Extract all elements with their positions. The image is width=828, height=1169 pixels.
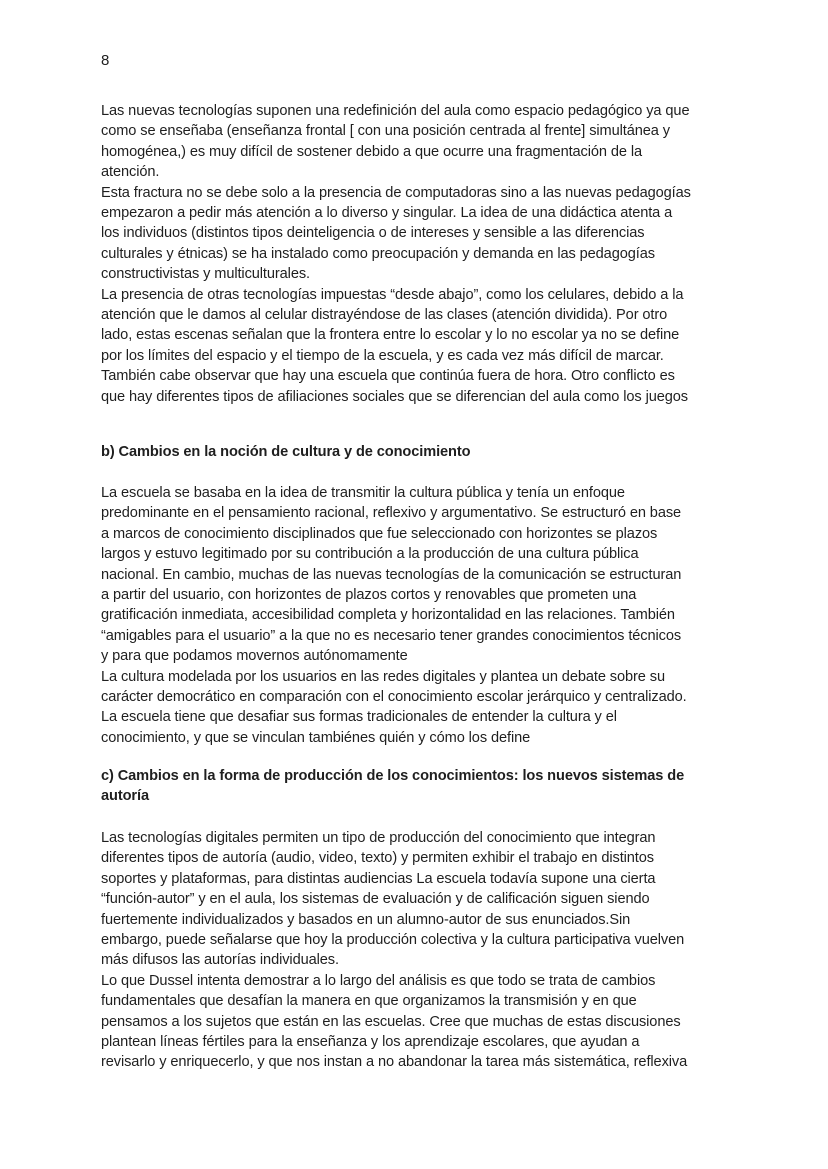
text-line: lado, estas escenas señalan que la frontera entre lo escolar y lo no escolar ya no se define [101,327,680,344]
section-b-heading [101,442,741,462]
heading-text: b) Cambios en la noción de cultura y de conocimiento [101,444,471,460]
text-line: largos y estuvo legitimado por su contribución a la producción de una cultura pública [101,546,639,563]
text-line: fuertemente individualizados y basados en un alumno-autor de sus enunciados.Sin [101,911,631,928]
heading-text: c) Cambios en la forma de producción de los conocimientos: los nuevos sistemas de [101,768,685,784]
heading-text: autoría [101,788,149,805]
text-line: homogénea,) es muy difícil de sostener debido a que ocurre una fragmentación de la [101,143,643,160]
text-line: soportes y plataformas, para distintas audiencias La escuela todavía supone una cierta [101,870,656,887]
text-line: empezaron a pedir más atención a lo diverso y singular. La idea de una didáctica atenta a [101,205,673,222]
text-line: y para que podamos movernos autónomamente [101,648,408,665]
text-line: como se enseñaba (enseñanza frontal [ con una posición centrada al frente] simultánea y [101,123,670,140]
section-c-paragraph [101,828,741,1073]
text-line: “amigables para el usuario” a la que no es necesario tener grandes conocimientos técnicos [101,627,682,644]
text-line: Las nuevas tecnologías suponen una redefinición del aula como espacio pedagógico ya que [101,103,690,119]
text-line: atención. [101,164,160,181]
text-line: diferentes tipos de autoría (audio, video, texto) y permiten exhibir el trabajo en distintos [101,850,654,867]
text-line: que hay diferentes tipos de afiliaciones sociales que se diferencian del aula como los juegos [101,388,688,405]
text-line: La cultura modelada por los usuarios en las redes digitales y plantea un debate sobre su [101,668,665,685]
text-line: a marcos de conocimiento disciplinados que fue seleccionado con horizontes se plazos [101,525,658,542]
text-line: predominante en el pensamiento racional, reflexivo y argumentativo. Se estructuró en base [101,505,682,522]
text-line: revisarlo y enriquecerlo, y que nos instan a no abandonar la tarea más sistemática, reflexiva [101,1054,688,1071]
text-line: pensamos a los sujetos que están en las escuelas. Cree que muchas de estas discusiones [101,1013,681,1030]
text-line: fundamentales que desafían la manera en que organizamos la transmisión y en que [101,993,637,1010]
text-line: conocimiento, y que se vinculan tambiénes quién y cómo los define [101,729,531,746]
text-line: los individuos (distintos tipos deinteligencia o de intereses y sensible a las diferencias [101,225,645,242]
text-line: También cabe observar que hay una escuela que continúa fuera de hora. Otro conflicto es [101,368,675,385]
text-line: carácter democrático en comparación con el conocimiento escolar jerárquico y centralizado. [101,689,687,706]
text-line: plantean líneas fértiles para la enseñanza y los aprendizaje escolares, que ayudan a [101,1034,640,1051]
text-line: La escuela tiene que desafiar sus formas tradicionales de entender la cultura y el [101,709,617,726]
text-line: a partir del usuario, con horizontes de plazos cortos y renovables que prometen una [101,587,637,604]
page-number: 8 [101,52,110,69]
text-line: Lo que Dussel intenta demostrar a lo largo del análisis es que todo se trata de cambios [101,972,656,989]
text-line: constructivistas y multiculturales. [101,266,310,283]
text-line: atención que le damos al celular distrayéndose de las clases (atención dividida). Por otro [101,307,668,324]
text-line: “función-autor” y en el aula, los sistemas de evaluación y de calificación siguen siendo [101,891,650,908]
section-a-paragraph [101,101,741,407]
text-line: nacional. En cambio, muchas de las nuevas tecnologías de la comunicación se estructuran [101,566,682,583]
text-line: por los límites del espacio y el tiempo de la escuela, y es cada vez más difícil de marcar. [101,347,664,364]
text-line: Esta fractura no se debe solo a la presencia de computadoras sino a las nuevas pedagogías [101,184,691,201]
section-b-paragraph [101,483,741,748]
text-line: La presencia de otras tecnologías impuestas “desde abajo”, como los celulares, debido a la [101,286,684,303]
text-line: embargo, puede señalarse que hoy la producción colectiva y la cultura participativa vuelven [101,932,685,949]
text-line: La escuela se basaba en la idea de transmitir la cultura pública y tenía un enfoque [101,485,625,501]
text-line: culturales y étnicas) se ha instalado como preocupación y demanda en las pedagogías [101,245,655,262]
text-line: más difusos las autorías individuales. [101,952,339,969]
text-line: Las tecnologías digitales permiten un tipo de producción del conocimiento que integran [101,830,656,846]
text-line: gratificación inmediata, accesibilidad completa y horizontalidad en las relaciones. También [101,607,675,624]
section-c-heading [101,766,741,807]
